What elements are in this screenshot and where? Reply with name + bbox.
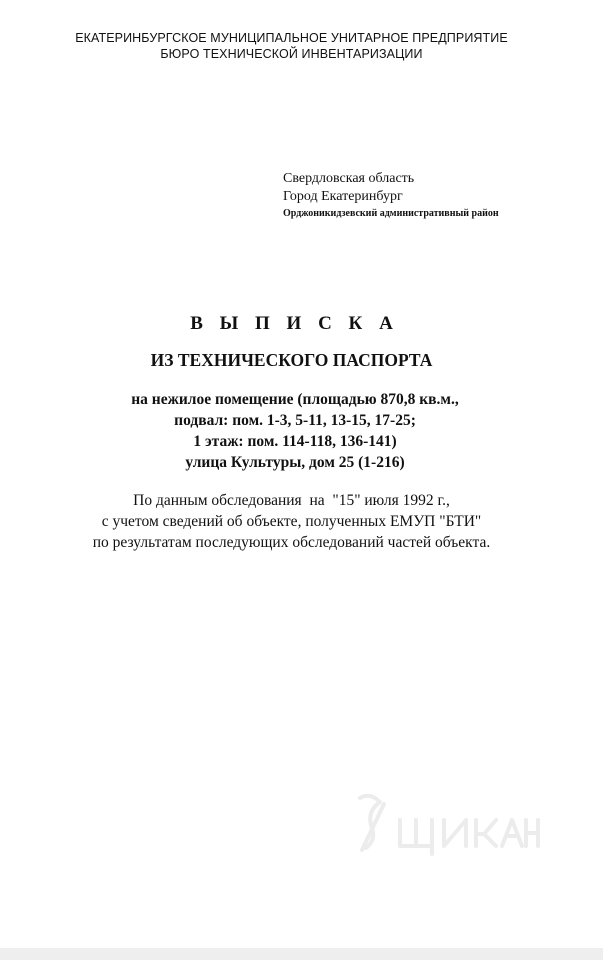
bottom-bar <box>0 948 603 960</box>
object-line-floor: 1 этаж: пом. 114-118, 136-141) <box>193 433 397 450</box>
organization-bureau: БЮРО ТЕХНИЧЕСКОЙ ИНВЕНТАРИЗАЦИИ <box>160 47 423 61</box>
object-line-street: улица Культуры, дом 25 (1-216) <box>185 454 405 471</box>
object-description <box>0 389 590 473</box>
organization-header <box>0 30 583 62</box>
address-city: Город Екатеринбург <box>283 189 403 204</box>
address-block <box>283 170 499 222</box>
address-region: Свердловская область <box>283 171 415 186</box>
object-line-area: на нежилое помещение (площадью 870,8 кв.м., <box>131 391 459 408</box>
survey-statement <box>0 490 583 553</box>
survey-line-date: По данным обследования на "15" июля 1992 г., <box>133 492 450 509</box>
survey-line-source: с учетом сведений об объекте, полученных ЕМУП "БТИ" <box>101 513 482 530</box>
document-subtitle: ИЗ ТЕХНИЧЕСКОГО ПАСПОРТА <box>150 350 433 370</box>
address-district: Орджоникидзевский административный район <box>283 208 499 219</box>
organization-name: ЕКАТЕРИНБУРГСКОЕ МУНИЦИПАЛЬНОЕ УНИТАРНОЕ ПРЕДПРИЯТИЕ <box>75 31 508 45</box>
survey-line-results: по результатам последующих обследований частей объекта. <box>92 534 491 551</box>
document-title: В Ы П И С К А <box>190 313 399 334</box>
object-line-basement: подвал: пом. 1-3, 5-11, 13-15, 17-25; <box>174 412 416 429</box>
cian-logo-icon <box>340 790 540 860</box>
